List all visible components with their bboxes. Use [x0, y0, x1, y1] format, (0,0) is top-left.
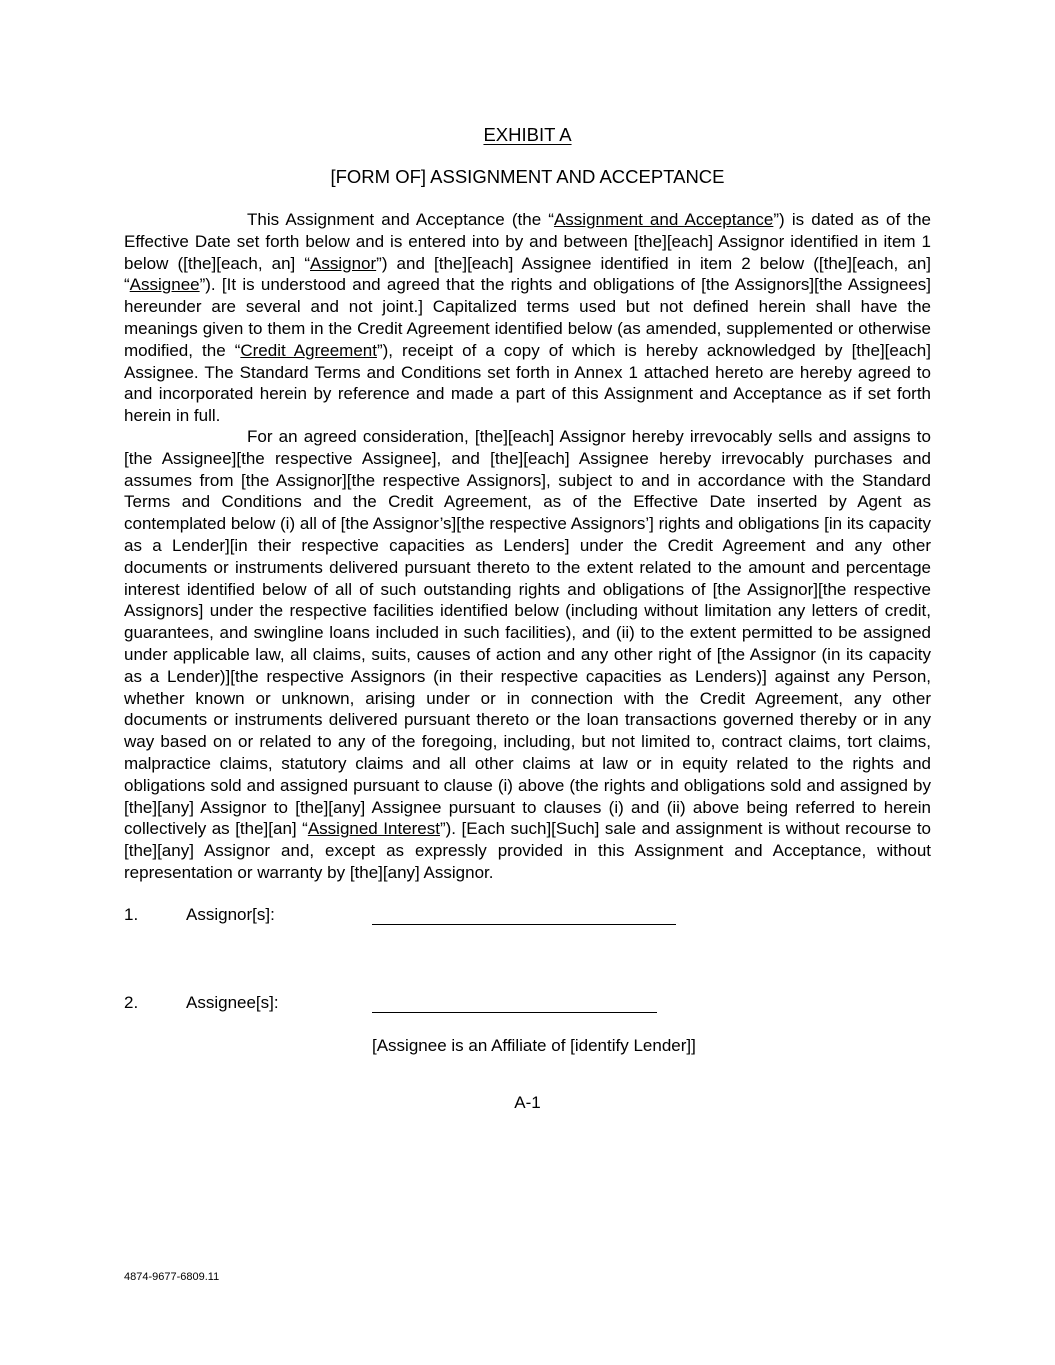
- defined-term-assignment-and-acceptance: Assignment and Acceptance: [553, 210, 774, 229]
- defined-term-assigned-interest: Assigned Interest: [307, 819, 440, 839]
- form-title: [FORM OF] ASSIGNMENT AND ACCEPTANCE: [330, 166, 725, 187]
- assignor-label: Assignor[s]:: [186, 905, 275, 924]
- page-number: A-1: [514, 1093, 541, 1112]
- intro-text-2: ”) is dated as of the Effective Date set forth below and is entered into by and between [the][each] Assignor identified in item 1 below ([the][each, an] “: [124, 210, 932, 273]
- intro-text-1: This Assignment and Acceptance (the “: [247, 210, 554, 229]
- consideration-text-1: For an agreed consideration, [the][each] Assignor hereby irrevocably sells and assigns to [the Assignee][the respective Assignee], and [the][each] Assignee hereby irrevocably purchases and assumes from [the Assignor][the respective Assignors], subject to and in accordance with the Standard Terms and Conditions and the Credit Agreement, as of the Effective Date inserted by Agent as contemplated below (i) all of [the Assignor’s][the respective Assignors’] rights and obligations [in its capacity as a Lender][in their respective capacities as Lenders] under the Credit Agreement and any other documents or instruments delivered pursuant thereto to the extent related to the amount and percentage interest identified below of all of such outstanding rights and obligations of [the Assignor][the respective Assignors] under the respective facilities identified below (including without limitation any letters of credit, guarantees, and swingline loans included in such facilities), and (ii) to the extent permitted to be assigned under applicable law, all claims, suits, causes of action and any other right of [the Assignor (in its capacity as a Lender)][the respective Assignors (in their respective capacities as Lenders)] against any Person, whether known or unknown, arising under or in connection with the Credit Agreement, any other documents or instruments delivered pursuant thereto or the loan transactions governed thereby or in any way based on or related to any of the foregoing, including, but not limited to, contract claims, tort claims, malpractice claims, statutory claims and all other claims at law or in equity related to the rights and obligations sold and assigned pursuant to clause (i) above (the rights and obligations sold and assigned by [the][any] Assignor to [the][any] Assignee pursuant to clauses (i) and (ii) above being referred to herein collectively as [the][an] “: [124, 427, 931, 839]
- intro-paragraph: [124, 209, 931, 427]
- defined-term-credit-agreement: Credit Agreement: [240, 340, 377, 360]
- assignee-label: Assignee[s]:: [186, 993, 279, 1012]
- item-number: 2.: [124, 993, 139, 1012]
- exhibit-title: EXHIBIT A: [483, 124, 572, 145]
- intro-text-4: ”). [It is understood and agreed that the rights and obligations of [the Assignors][the Assignees] hereunder are several and not joint.] Capitalized terms used but not defined herein shall have the meanings given to them in the Credit Agreement identified below (as amended, supplemented or otherwise modified, the “: [124, 275, 931, 360]
- consideration-text-2: ”). [Each such][Such] sale and assignment is without recourse to [the][any] Assignor and, except as expressly provided in this Assignment and Acceptance, without representation or warranty by [the][any] Assignor.: [124, 819, 931, 882]
- affiliate-note: [Assignee is an Affiliate of [identify Lender]]: [372, 1036, 696, 1055]
- assignor-blank-line[interactable]: [372, 924, 676, 925]
- intro-text-5: ”), receipt of a copy of which is hereby acknowledged by [the][each] Assignee. The Standard Terms and Conditions set forth in Annex 1 attached hereto are hereby agreed to and incorporated herein by reference and made a part of this Assignment and Acceptance as if set forth herein in full.: [124, 340, 931, 426]
- document-id: 4874-9677-6809.11: [124, 1271, 220, 1283]
- assignee-blank-line[interactable]: [372, 1012, 657, 1013]
- consideration-paragraph: [124, 426, 931, 884]
- defined-term-assignee: Assignee: [129, 275, 200, 295]
- item-number: 1.: [124, 905, 139, 924]
- intro-text-3: ”) and [the][each] Assignee identified in item 2 below ([the][each, an] “: [124, 253, 931, 295]
- defined-term-assignor: Assignor: [310, 253, 377, 273]
